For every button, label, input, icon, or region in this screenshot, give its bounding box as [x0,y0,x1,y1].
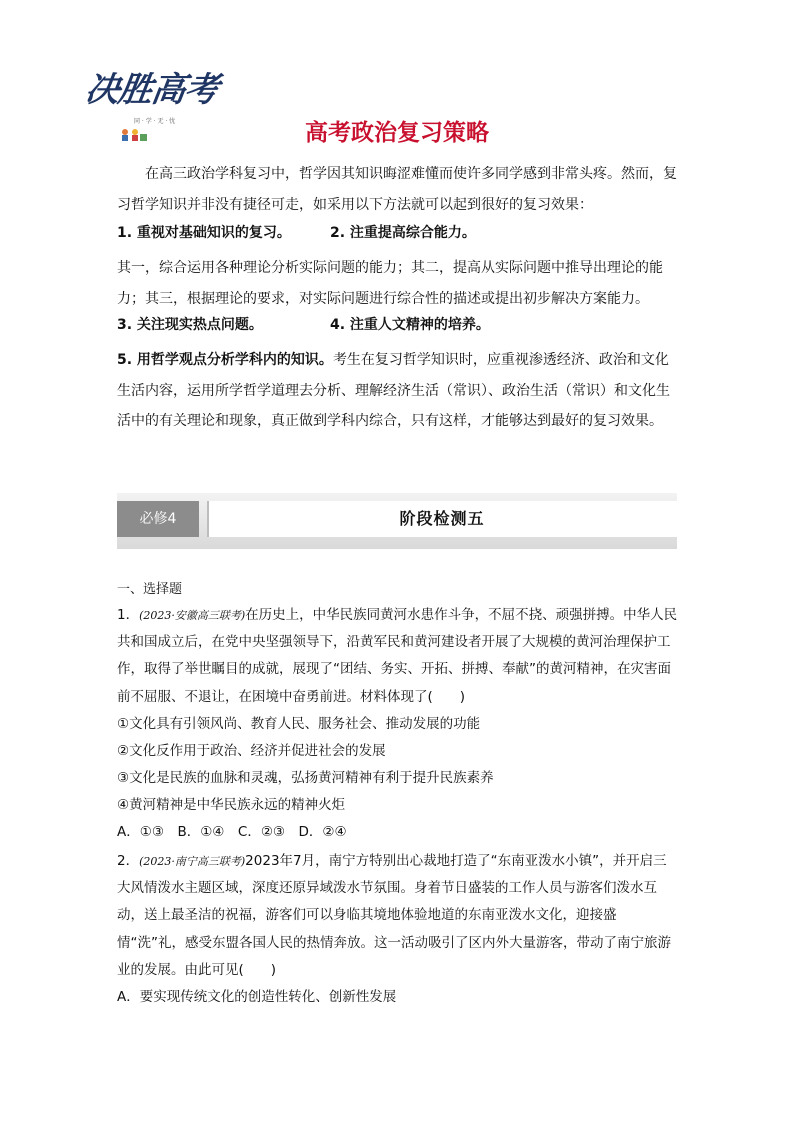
q1-item-2: ②文化反作用于政治、经济并促进社会的发展 [117,743,386,759]
question-1 [117,602,680,711]
point-4: 4. 注重人文精神的培养。 [330,317,490,333]
question-2 [117,848,680,984]
q1-stem: 在历史上，中华民族同黄河水患作斗争，不屈不挠、顽强拼搏。中华人民共和国成立后，在党中央坚强领导下，沿黄军民和黄河建设者开展了大规模的黄河治理保护工作，取得了举世瞩目的成就，展现了“团结、务实、开拓、拼搏、奉献”的黄河精神，在灾害面前不屈服、不退让，在困境中奋勇前进。材料体现了( ) [117,607,678,705]
point-1: 1. 重视对基础知识的复习。 [117,225,291,241]
q1-options: A．①③ B．①④ C．②③ D．②④ [117,824,347,840]
q1-source: (2023·安徽高三联考) [139,609,246,622]
point-5 [117,345,680,437]
point-3: 3. 关注现实热点问题。 [117,317,263,333]
logo-text: 决胜高考 [82,70,221,110]
point-2: 2. 注重提高综合能力。 [330,225,476,241]
page-title: 高考政治复习策略 [305,120,489,146]
logo-subtitle: 同 · 学 · 无 · 忧 [134,118,176,125]
q1-number: 1． [117,607,140,623]
banner-title: 阶段检测五 [399,509,485,528]
point-5-title: 5. 用哲学观点分析学科内的知识。 [117,352,333,368]
point-2-detail: 其一，综合运用各种理论分析实际问题的能力；其二，提高从实际问题中推导出理论的能力；其三，根据理论的要求，对实际问题进行综合性的描述或提出初步解决方案能力。 [117,260,663,307]
q2-number: 2． [117,853,140,869]
section-banner [117,493,677,549]
point-5-text: 考生在复习哲学知识时，应重视渗透经济、政治和文化生活内容，运用所学哲学道理去分析、理解经济生活（常识）、政治生活（常识）和文化生活中的有关理论和现象，真正做到学科内综合，只有这样，才能够达到最好的复习效果。 [117,352,670,429]
section-heading: 一、选择题 [117,582,183,597]
banner-tag: 必修4 [117,501,199,537]
q1-item-3: ③文化是民族的血脉和灵魂，弘扬黄河精神有利于提升民族素养 [117,770,494,786]
q2-source: (2023·南宁高三联考) [139,855,246,868]
q1-item-4: ④黄河精神是中华民族永远的精神火炬 [117,797,346,813]
q2-option-a: A．要实现传统文化的创造性转化、创新性发展 [117,989,397,1005]
intro-paragraph: 在高三政治学科复习中，哲学因其知识晦涩难懂而使许多同学感到非常头疼。然而，复习哲学知识并非没有捷径可走，如采用以下方法就可以起到很好的复习效果： [117,166,677,213]
q1-item-1: ①文化具有引领风尚、教育人民、服务社会、推动发展的功能 [117,716,481,732]
q2-stem: 2023年7月，南宁方特别出心裁地打造了“东南亚泼水小镇”，并开启三大风情泼水主题区域，深度还原异域泼水节氛围。身着节日盛装的工作人员与游客们泼水互动，送上最圣洁的祝福，游客们可以身临其境地体验地道的东南亚泼水文化，迎接盛情“洗”礼，感受东盟各国人民的热情奔放。这一活动吸引了区内外大量游客，带动了南宁旅游业的发展。由此可见( ) [117,853,671,978]
